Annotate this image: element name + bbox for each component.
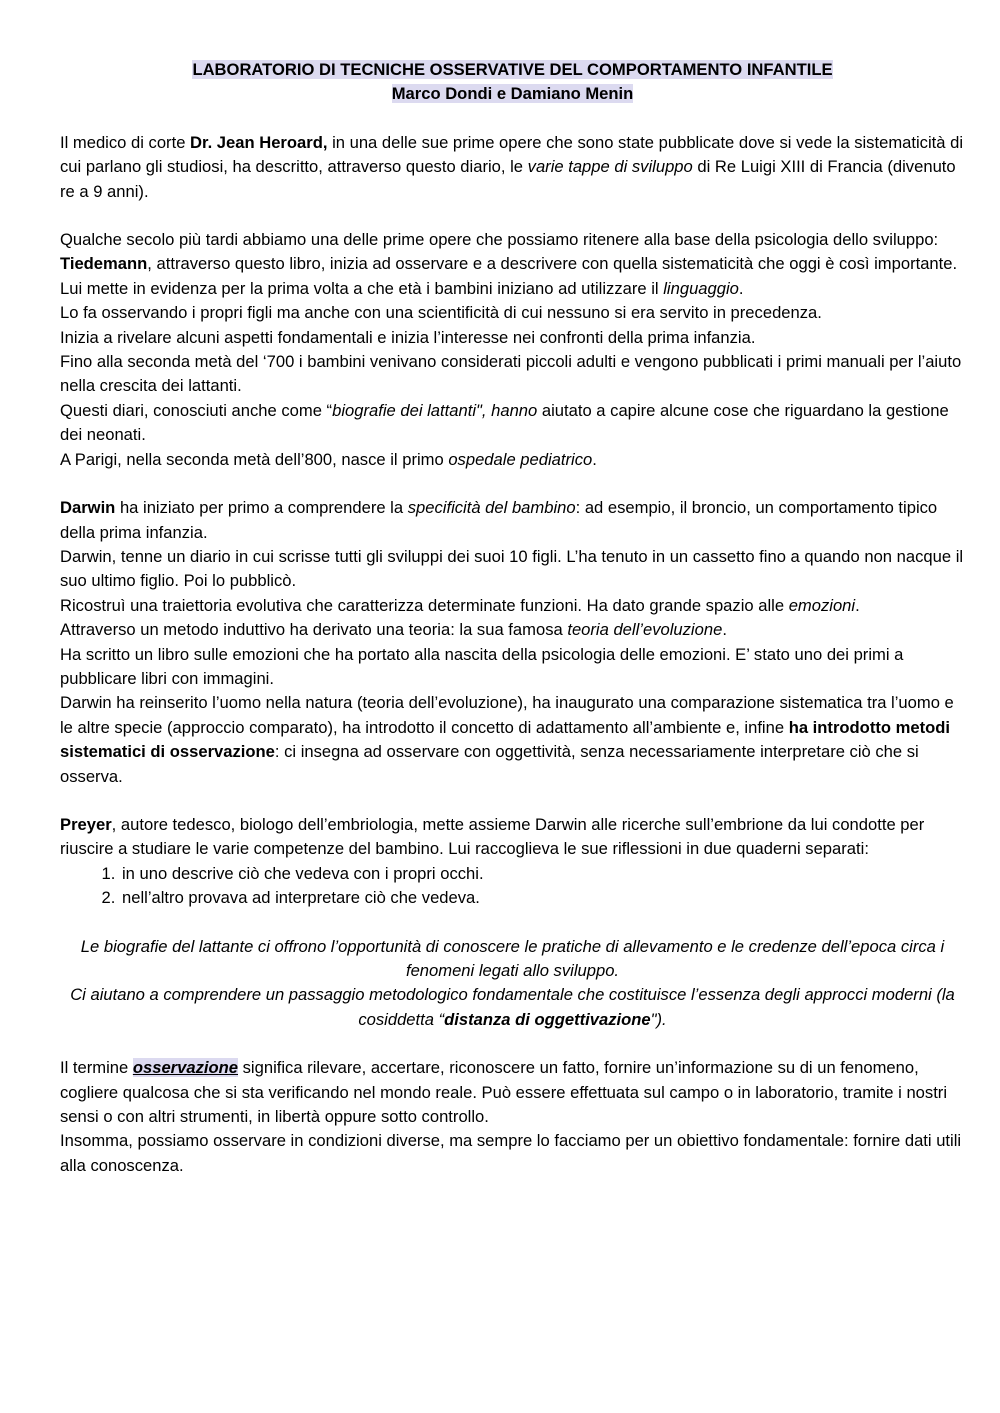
paragraph-line: Darwin, tenne un diario in cui scrisse tutti gli sviluppi dei suoi 10 figli. L’ha tenuto in un cassetto fino a quando non nacque il suo ultimo figlio. Poi lo pubblicò. xyxy=(60,546,964,591)
text-run: . xyxy=(738,278,744,298)
text-run: A Parigi, nella seconda metà dell’800, nasce il primo xyxy=(60,449,449,469)
document-title xyxy=(60,58,965,82)
italic-run: varie tappe di sviluppo xyxy=(527,157,693,177)
text-run: . xyxy=(722,620,727,640)
paragraph-gap xyxy=(60,1032,965,1056)
text-run: . xyxy=(592,449,597,469)
paragraph-gap xyxy=(60,472,965,496)
text-run: Ci aiutano a comprendere un passaggio metodologico fondamentale che costituisce l’essenza degli approcci moderni (la cosiddetta “ xyxy=(70,985,955,1029)
document-authors-text: Marco Dondi e Damiano Menin xyxy=(391,84,634,104)
bold-run: Tiedemann xyxy=(60,254,148,274)
document-title-text: LABORATORIO DI TECNICHE OSSERVATIVE DEL COMPORTAMENTO INFANTILE xyxy=(192,60,833,79)
bold-run: distanza di oggettivazione xyxy=(444,1009,651,1029)
paragraph-line: Insomma, possiamo osservare in condizioni diverse, ma sempre lo facciamo per un obiettivo fondamentale: fornire dati utili alla conoscenza. xyxy=(60,1131,962,1175)
text-run: , attraverso questo libro, inizia ad osservare e a descrivere con quella sistematicità che oggi è così importante. xyxy=(147,254,958,274)
text-run: significa rilevare, accertare, riconoscere un fatto, fornire un’informazione su di un fenomeno, cogliere qualcosa che si sta verificando nel mondo reale. Può essere effettuata sul campo o in laboratorio, tramite i nostri sensi o con altri strumenti, in libertà oppure sotto controllo. xyxy=(60,1058,948,1127)
text-run: Qualche secolo più tardi abbiamo una delle prime opere che possiamo ritenere alla base della psicologia dello sviluppo: xyxy=(60,230,939,250)
text-run: Il medico di corte xyxy=(60,132,191,152)
list-item: 1. in uno descrive ciò che vedeva con i propri occhi. xyxy=(120,862,965,886)
text-run: Ricostruì una traiettoria evolutiva che caratterizza determinate funzioni. Ha dato grande spazio alle xyxy=(60,595,789,615)
text-run: , autore tedesco, biologo dell’embriologia, mette assieme Darwin alle ricerche sull’embrione da lui condotte per riuscire a studiare le varie competenze del bambino. Lui raccoglieva le sue riflessioni in due quaderni separati: xyxy=(60,814,925,859)
text-run: Attraverso un metodo induttivo ha derivato una teoria: la sua famosa xyxy=(60,620,568,640)
bold-run: Darwin xyxy=(60,498,116,518)
bold-run: Dr. Jean Heroard, xyxy=(190,132,328,152)
text-run: Lui mette in evidenza per la prima volta a che età i bambini iniziano ad utilizzare il xyxy=(60,278,664,298)
text-run: in una delle sue prime opere che sono state pubblicate dove si vede la sistematicità di cui parlano gli studiosi, ha descritto, attraverso questo diario, le xyxy=(60,132,964,177)
text-run: Questi diari, conosciuti anche come “ xyxy=(60,400,333,420)
text-run: "). xyxy=(650,1009,667,1029)
quote-line xyxy=(60,983,965,1032)
italic-run: biografie dei lattanti", hanno xyxy=(332,400,538,420)
title-block xyxy=(60,58,965,107)
text-run: aiutato a capire alcune cose che riguardano la gestione dei neonati. xyxy=(60,400,949,445)
paragraph-line: Ha scritto un libro sulle emozioni che ha portato alla nascita della psicologia delle emozioni. E’ stato uno dei primi a pubblicare libri con immagini. xyxy=(60,644,904,688)
italic-run: linguaggio xyxy=(663,278,739,298)
document-page xyxy=(60,58,965,1178)
quote-line: Le biografie del lattante ci offrono l’opportunità di conoscere le pratiche di allevamento e le credenze dell’epoca circa i fenomeni legati allo sviluppo. xyxy=(80,936,945,980)
paragraph-osservazione xyxy=(60,1056,965,1129)
text-run: ha iniziato per primo a comprendere la xyxy=(115,498,408,518)
paragraph-linguaggio xyxy=(60,277,965,301)
paragraph-heroard xyxy=(60,131,965,204)
italic-run: specificità del bambino xyxy=(407,498,576,518)
list-item: 2. nell’altro provava ad interpretare ciò che vedeva. xyxy=(120,886,965,910)
paragraph-line: Fino alla seconda metà del ‘700 i bambini venivano considerati piccoli adulti e vengono pubblicati i primi manuali per l’aiuto nella crescita dei lattanti. xyxy=(60,352,962,396)
text-run: : ad esempio, il broncio, un comportamento tipico della prima infanzia. xyxy=(60,498,938,542)
paragraph-metodi xyxy=(60,691,965,789)
text-run: Il termine xyxy=(60,1058,133,1078)
paragraph-gap xyxy=(60,789,965,813)
italic-run: ospedale pediatrico xyxy=(448,449,593,469)
paragraph-preyer xyxy=(60,813,965,862)
bold-run: ha introdotto metodi sistematici di osservazione xyxy=(60,717,951,762)
paragraph-emozioni xyxy=(60,594,965,618)
paragraph-evoluzione xyxy=(60,618,965,642)
text-run: . xyxy=(855,595,860,615)
paragraph-tiedemann xyxy=(60,228,965,277)
italic-run: emozioni xyxy=(788,595,856,615)
italic-run: teoria dell’evoluzione xyxy=(567,620,723,640)
numbered-list xyxy=(60,862,965,911)
text-run: : ci insegna ad osservare con oggettività, senza necessariamente interpretare ciò che si osserva. xyxy=(60,742,919,786)
highlighted-term: osservazione xyxy=(132,1058,239,1078)
text-run: Darwin ha reinserito l’uomo nella natura (teoria dell’evoluzione), ha inaugurato una comparazione sistematica tra l’uomo e le altre specie (approccio comparato), ha introdotto il concetto di adattamento all’ambiente e, infine xyxy=(60,693,954,737)
paragraph-parigi xyxy=(60,448,965,472)
bold-run: Preyer xyxy=(60,814,112,834)
paragraph-darwin xyxy=(60,496,965,545)
document-authors xyxy=(60,82,965,106)
paragraph-biografie xyxy=(60,399,965,448)
paragraph-line: Inizia a rivelare alcuni aspetti fondamentali e inizia l’interesse nei confronti della prima infanzia. xyxy=(60,327,756,347)
text-run: di Re Luigi XIII di Francia (divenuto re a 9 anni). xyxy=(60,157,956,201)
paragraph-gap xyxy=(60,911,965,935)
paragraph-line: Lo fa osservando i propri figli ma anche con una scientificità di cui nessuno si era servito in precedenza. xyxy=(60,303,822,323)
paragraph-gap xyxy=(60,204,965,228)
